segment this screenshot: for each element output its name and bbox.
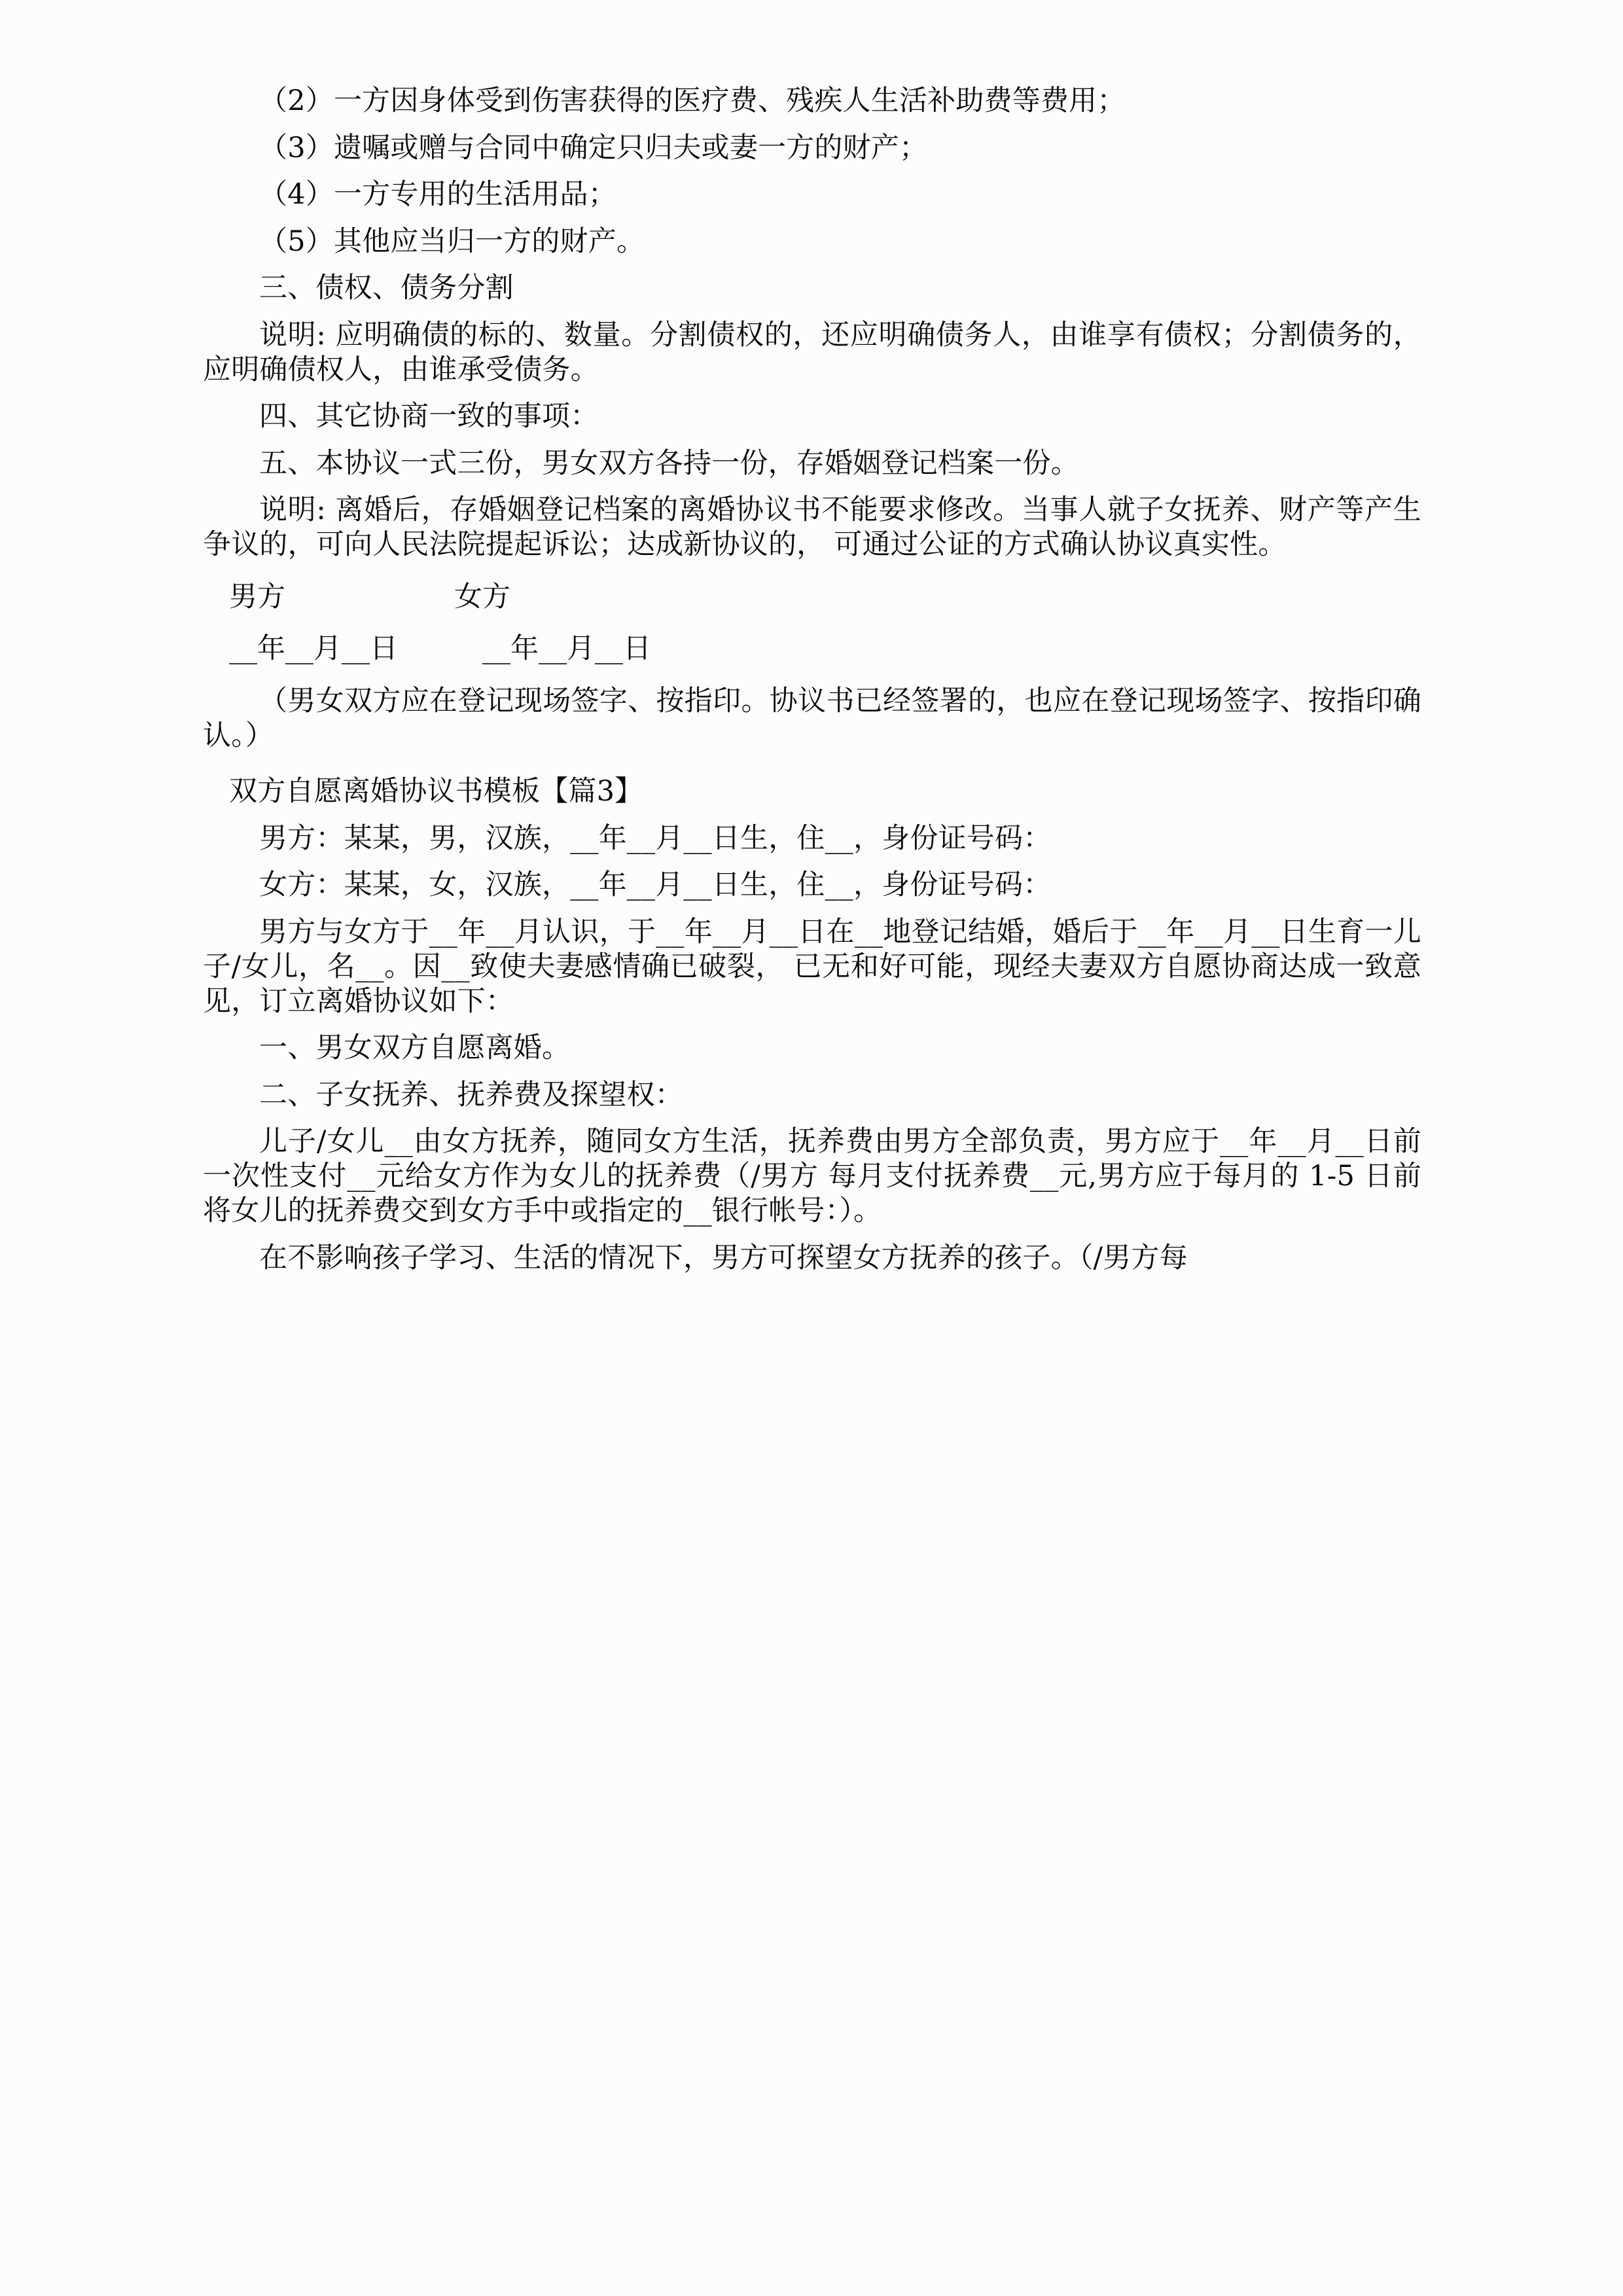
signature-spacer-top bbox=[203, 575, 1421, 580]
female-party-info: 女方：某某，女，汉族，__年__月__日生，住__，身份证号码： bbox=[259, 869, 1052, 901]
visitation-rights-paragraph: 在不影响孩子学习、生活的情况下，男方可探望女方抚养的孩子。（/男方每 bbox=[259, 1241, 1188, 1274]
registration-site-note: （男女双方应在登记现场签字、按指印。协议书已经签署的，也应在登记现场签字、按指印确认。） bbox=[203, 684, 1421, 752]
explanation-debt-division: 说明: 应明确债的标的、数量。分割债权的，还应明确债务人，由谁享有债权；分割债务的，应明确债权人，由谁承受债务。 bbox=[203, 318, 1421, 386]
section-heading-five: 五、本协议一式三份，男女双方各持一份，存婚姻登记档案一份。 bbox=[259, 446, 1079, 480]
section-heading-four: 四、其它协商一致的事项： bbox=[259, 400, 599, 433]
male-party-info: 男方：某某，男，汉族，__年__月__日生，住__，身份证号码： bbox=[259, 821, 1052, 855]
template-title-piece-3: 双方自愿离婚协议书模板【篇3】 bbox=[229, 775, 643, 808]
list-item-3: （3）遗嘱或赠与合同中确定只归夫或妻一方的财产； bbox=[259, 131, 928, 164]
article-one-voluntary-divorce: 一、男女双方自愿离婚。 bbox=[259, 1031, 571, 1064]
list-item-5: （5）其他应当归一方的财产。 bbox=[259, 224, 645, 258]
document-body bbox=[203, 84, 1421, 1287]
signature-spacer-bottom bbox=[203, 679, 1421, 684]
section-heading-three: 三、债权、债务分割 bbox=[259, 272, 514, 304]
signature-party-line: 男方 女方 bbox=[229, 580, 510, 613]
explanation-after-divorce: 说明: 离婚后，存婚姻登记档案的离婚协议书不能要求修改。当事人就子女抚养、财产等产生争议的，可向人民法院提起诉讼；达成新协议的， 可通过公证的方式确认协议真实性。 bbox=[203, 493, 1421, 561]
list-item-4: （4）一方专用的生活用品； bbox=[259, 178, 616, 211]
article-two-custody-heading: 二、子女抚养、抚养费及探望权： bbox=[259, 1078, 683, 1111]
list-item-2: （2）一方因身体受到伤害获得的医疗费、残疾人生活补助费等费用； bbox=[259, 84, 1126, 117]
signature-spacer-mid bbox=[203, 626, 1421, 632]
signature-date-line: __年__月__日 __年__月__日 bbox=[229, 632, 651, 665]
custody-support-detail: 儿子/女儿__由女方抚养，随同女方生活，抚养费由男方全部负责，男方应于__年__月__日前一次性支付__元给女方作为女儿的抚养费（/男方 每月支付抚养费__元,男方应于每月的 1-5 日前将女儿的抚养费交到女方手中或指定的__银行帐号：）。 bbox=[203, 1125, 1421, 1227]
marriage-history-paragraph: 男方与女方于__年__月认识，于__年__月__日在__地登记结婚，婚后于__年__月__日生育一儿子/女儿，名__。因__致使夫妻感情确已破裂， 已无和好可能，现经夫妻双方自愿协商达成一致意见，订立离婚协议如下： bbox=[203, 915, 1421, 1018]
template-heading-spacer bbox=[203, 765, 1421, 774]
